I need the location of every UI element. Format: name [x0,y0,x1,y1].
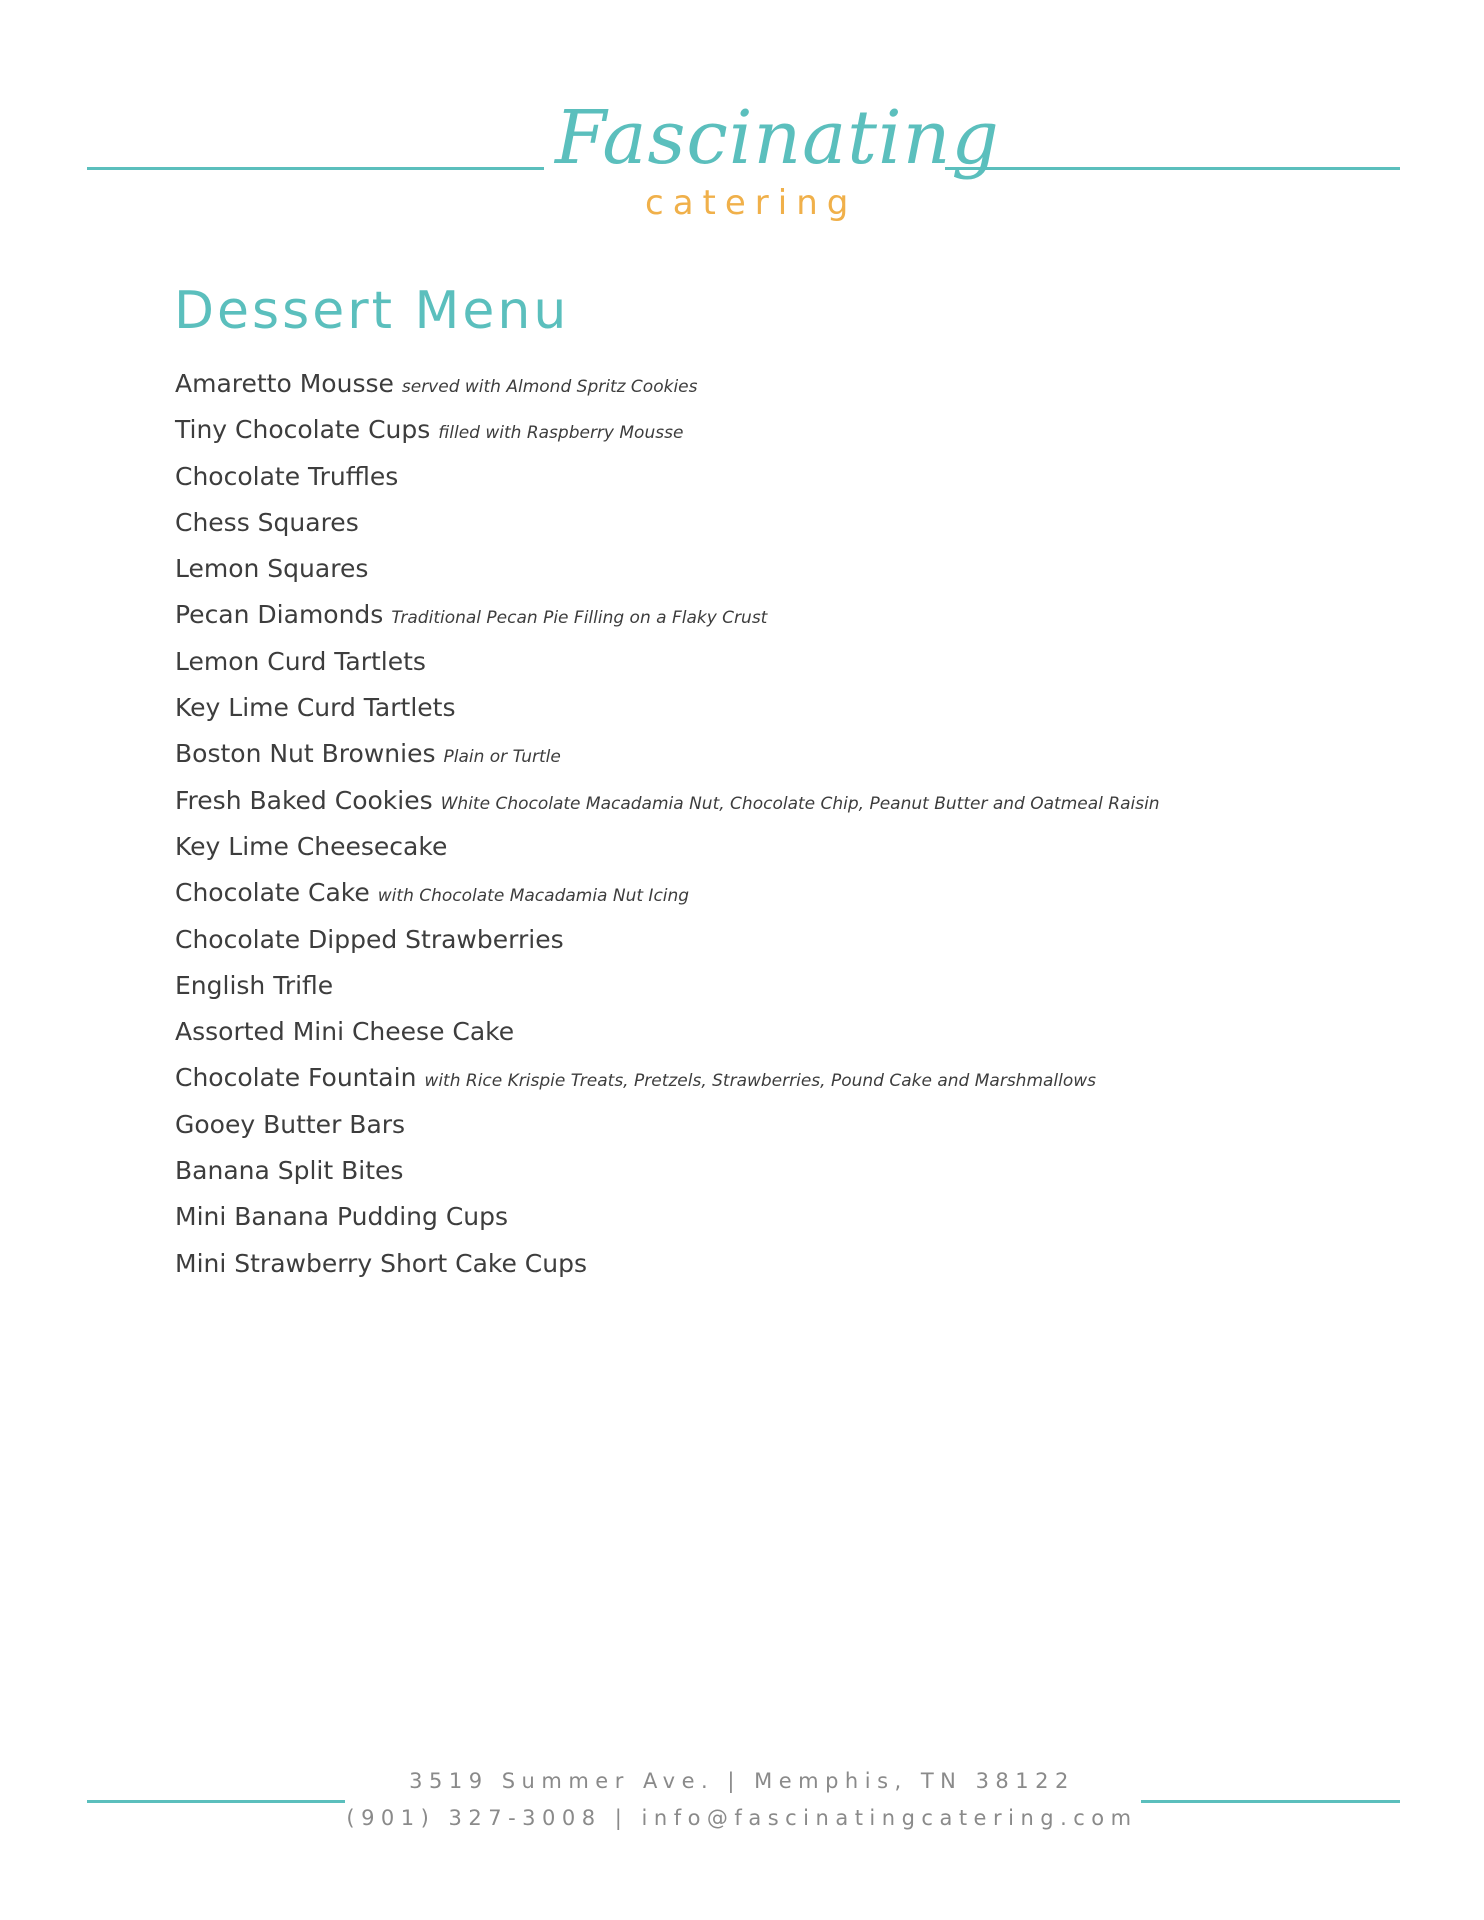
menu-item-note: with Chocolate Macadamia Nut Icing [377,886,690,907]
menu-item-name: Mini Strawberry Short Cake Cups [175,1248,587,1278]
menu-item-name: Chocolate Truffles [175,461,399,491]
menu-item-note: filled with Raspberry Mousse [438,423,684,444]
menu-item-name: Key Lime Cheesecake [175,831,448,861]
menu-item-name: Chocolate Dipped Strawberries [175,924,564,954]
header-divider-left [87,167,544,170]
menu-item-name: Chess Squares [175,507,359,537]
header-divider-right [945,167,1400,170]
menu-item [175,549,1160,595]
company-logo [540,95,1000,235]
menu-item-name: Banana Split Bites [175,1156,404,1186]
menu-item-name: Amaretto Mousse [175,369,394,398]
menu-item [175,1058,1160,1104]
menu-item-note: with Rice Krispie Treats, Pretzels, Strawberries, Pound Cake and Marshmallows [424,1071,1097,1092]
menu-item [175,1012,1160,1058]
menu-item [175,688,1160,734]
logo-subtitle-text: catering [645,183,858,223]
menu-item [175,781,1160,827]
menu-item-name: Lemon Curd Tartlets [175,646,426,676]
menu-item-note: served with Almond Spritz Cookies [401,377,698,397]
menu-item [175,595,1160,641]
menu-item [175,1105,1160,1151]
menu-item [175,966,1160,1012]
menu-item-name: Key Lime Curd Tartlets [175,693,456,723]
menu-item-name: Mini Banana Pudding Cups [175,1202,509,1232]
menu-item-name: Assorted Mini Cheese Cake [175,1017,515,1047]
menu-item [175,827,1160,873]
footer-contact: (901) 327-3008 | info@fascinatingcatering.com [346,1806,1138,1830]
menu-item [175,734,1160,780]
menu-item-name: English Trifle [175,970,334,1000]
menu-item-name: Boston Nut Brownies [175,739,436,769]
menu-item-name: Fresh Baked Cookies [175,785,433,815]
menu-item-note: Plain or Turtle [443,747,561,768]
dessert-list [175,364,1160,1290]
footer-address: 3519 Summer Ave. | Memphis, TN 38122 [409,1769,1075,1793]
menu-item [175,1151,1160,1197]
footer [0,1763,1484,1837]
menu-item-name: Pecan Diamonds [175,600,384,630]
menu-item [175,873,1160,919]
logo-script-text: Fascinating [555,95,1000,181]
menu-item [175,1244,1160,1290]
menu-item [175,457,1160,503]
menu-item-name: Tiny Chocolate Cups [175,415,431,445]
menu-item-note: Traditional Pecan Pie Filling on a Flaky Crust [391,608,768,629]
menu-item [175,364,1160,410]
menu-item-name: Chocolate Fountain [175,1063,417,1093]
menu-item-name: Gooey Butter Bars [175,1109,406,1139]
menu-item-name: Lemon Squares [175,554,369,584]
menu-item-note: White Chocolate Macadamia Nut, Chocolate Chip, Peanut Butter and Oatmeal Raisin [440,793,1160,814]
menu-item [175,503,1160,549]
menu-item [175,1197,1160,1243]
page-title: Dessert Menu [174,281,570,341]
menu-item [175,410,1160,456]
menu-item-name: Chocolate Cake [175,878,370,908]
menu-item [175,642,1160,688]
menu-item [175,920,1160,966]
